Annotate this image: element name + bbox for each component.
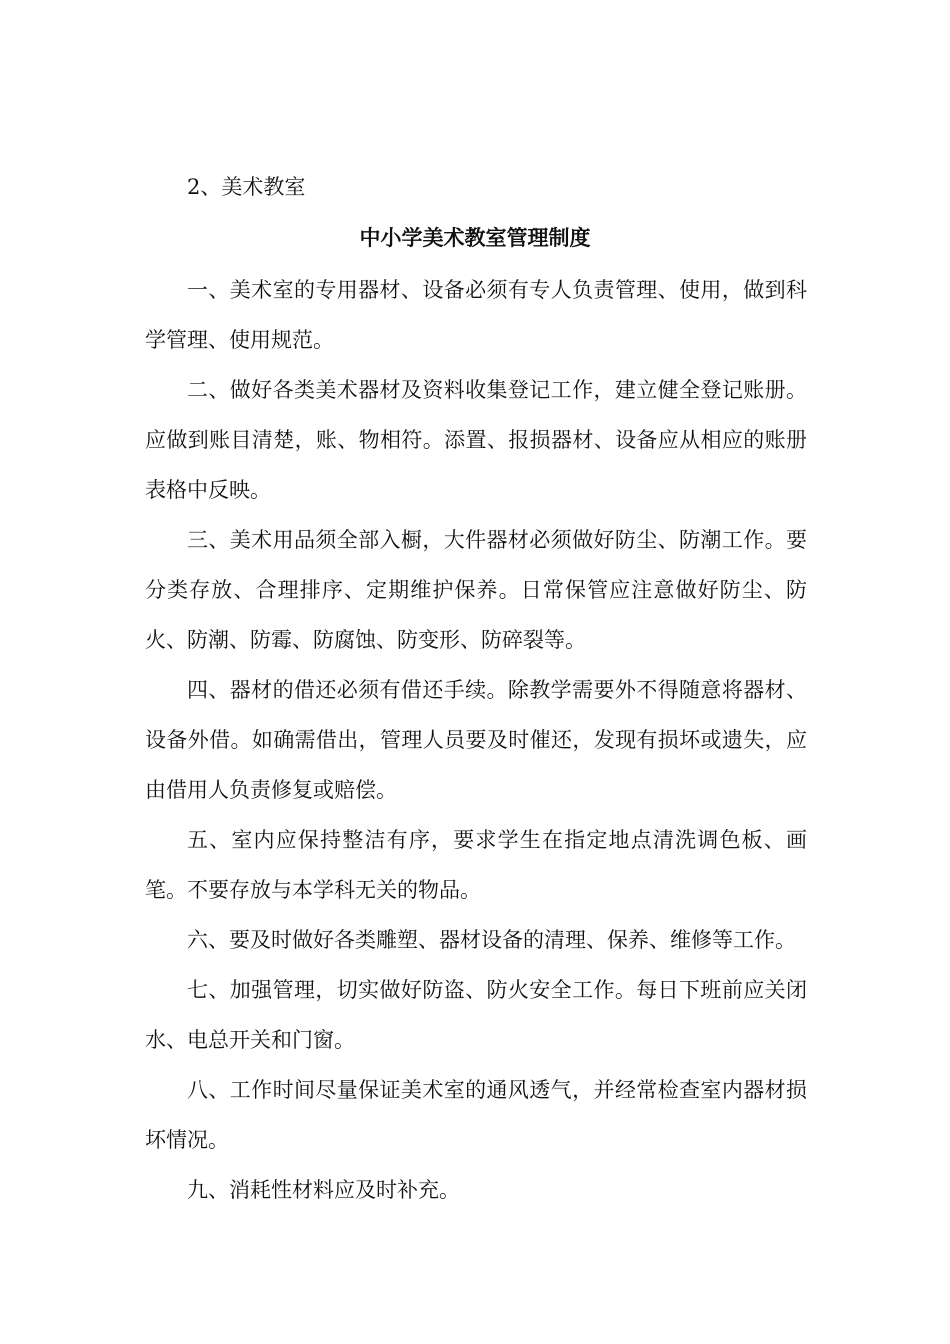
rule-paragraph-4: 四、器材的借还必须有借还手续。除教学需要外不得随意将器材、设备外借。如确需借出，管理人员要及时催还，发现有损坏或遗失，应由借用人负责修复或赔偿。 <box>145 678 807 802</box>
rule-paragraph-2: 二、做好各类美术器材及资料收集登记工作，建立健全登记账册。应做到账目清楚，账、物相符。添置、报损器材、设备应从相应的账册表格中反映。 <box>145 378 807 502</box>
document-body <box>145 265 807 1215</box>
rule-paragraph-9: 九、消耗性材料应及时补充。 <box>187 1178 460 1202</box>
rule-paragraph-1: 一、美术室的专用器材、设备必须有专人负责管理、使用，做到科学管理、使用规范。 <box>145 278 807 352</box>
section-heading: 2、美术教室 <box>187 175 306 199</box>
rule-paragraph-6: 六、要及时做好各类雕塑、器材设备的清理、保养、维修等工作。 <box>187 928 796 952</box>
rule-paragraph-8: 八、工作时间尽量保证美术室的通风透气，并经常检查室内器材损坏情况。 <box>145 1078 807 1152</box>
rule-paragraph-5: 五、室内应保持整洁有序，要求学生在指定地点清洗调色板、画笔。不要存放与本学科无关的物品。 <box>145 828 807 902</box>
rule-paragraph-7: 七、加强管理，切实做好防盗、防火安全工作。每日下班前应关闭水、电总开关和门窗。 <box>145 978 807 1052</box>
document-title: 中小学美术教室管理制度 <box>359 226 591 250</box>
rule-paragraph-3: 三、美术用品须全部入橱，大件器材必须做好防尘、防潮工作。要分类存放、合理排序、定期维护保养。日常保管应注意做好防尘、防火、防潮、防霉、防腐蚀、防变形、防碎裂等。 <box>145 528 807 652</box>
